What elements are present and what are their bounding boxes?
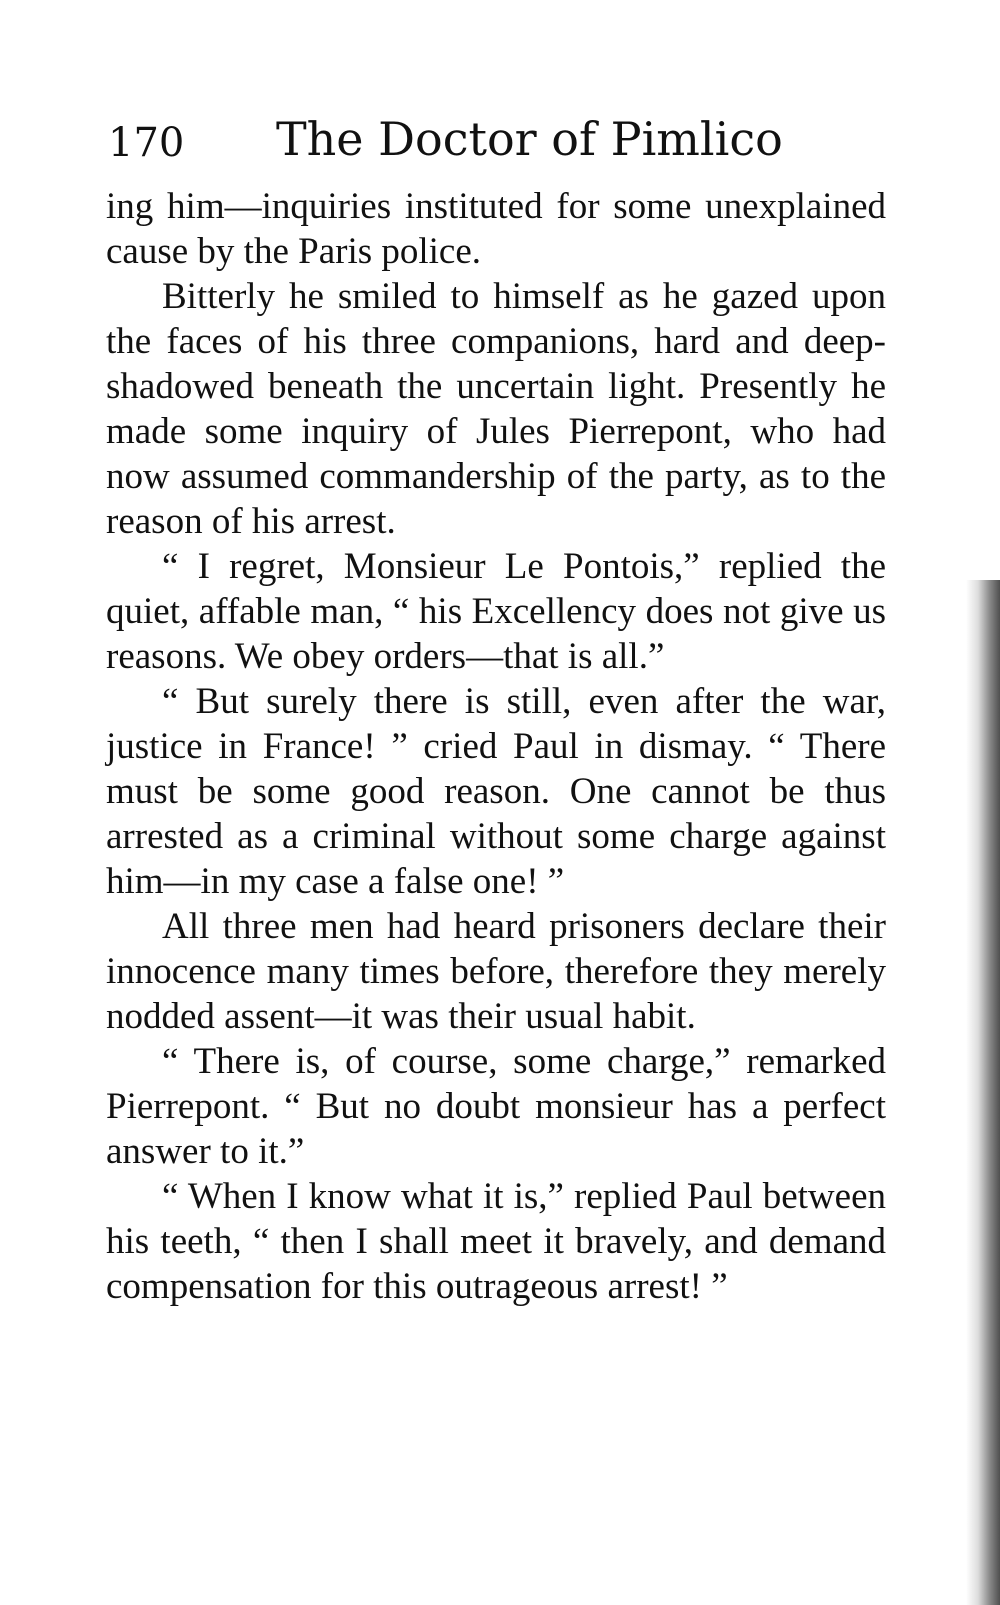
paragraph: Bitterly he smiled to himself as he gazed upon the faces of his three companions, hard and deep-shadowed beneath the uncertain light. Presently he made some inquiry of Jules Pierrepont, who had now assumed commandership of the party, as to the reason of his arrest. [106,276,886,542]
page-edge-shadow [966,580,1000,1605]
paragraph: “ There is, of course, some charge,” remarked Pierrepont. “ But no doubt monsieur has a perfect answer to it.” [106,1041,886,1172]
paragraph: All three men had heard prisoners declare their innocence many times before, therefore they merely nodded assent—it was their usual habit. [106,906,886,1037]
body-text [106,184,886,1309]
paragraph-continuation: ing him—inquiries instituted for some unexplained cause by the Paris police. [106,186,886,272]
page-number: 170 [108,120,185,166]
paragraph: “ But surely there is still, even after the war, justice in France! ” cried Paul in dismay. “ There must be some good reason. One cannot be thus arrested as a criminal without some charge against him—in my case a false one! ” [106,681,886,902]
page-header [108,110,908,170]
running-title: The Doctor of Pimlico [276,112,783,166]
paragraph: “ When I know what it is,” replied Paul between his teeth, “ then I shall meet it bravely, and demand compensation for this outrageous arrest! ” [106,1176,886,1307]
paragraph: “ I regret, Monsieur Le Pontois,” replied the quiet, affable man, “ his Excellency does not give us reasons. We obey orders—that is all.” [106,546,886,677]
